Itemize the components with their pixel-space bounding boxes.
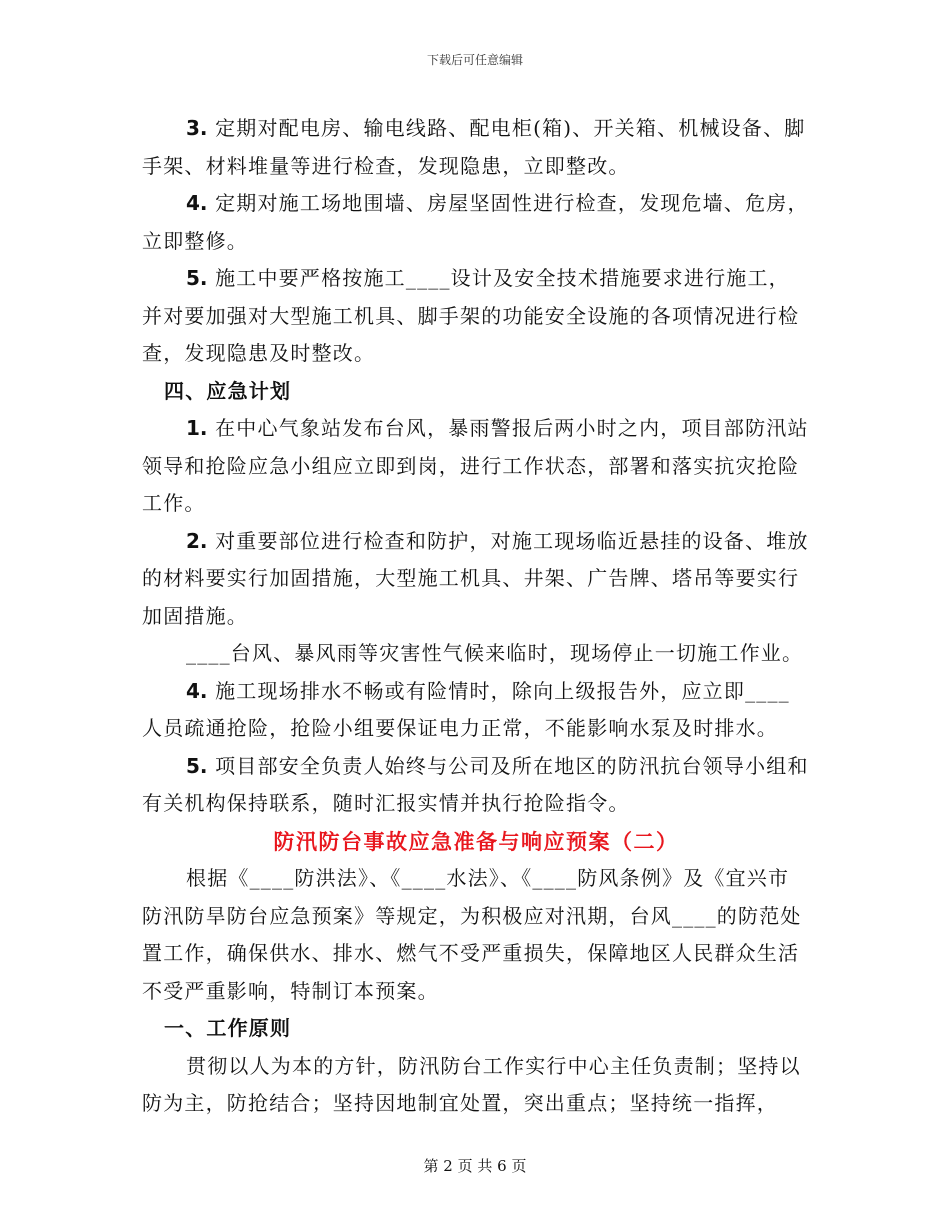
paragraph-item-3 [142, 110, 810, 185]
document-body [142, 110, 810, 1123]
item-number: 5. [186, 753, 208, 778]
paragraph-emergency-1 [142, 410, 810, 523]
paragraph-text: 定期对配电房、输电线路、配电柜(箱)、开关箱、机械设备、脚手架、材料堆量等进行检查，发现隐患，立即整改。 [142, 116, 806, 178]
paragraph-text: 施工中要严格按施工____设计及安全技术措施要求进行施工，并对要加强对大型施工机具、脚手架的功能安全设施的各项情况进行检查，发现隐患及时整改。 [142, 266, 800, 365]
paragraph-emergency-5 [142, 748, 810, 823]
item-number: 4. [186, 191, 208, 215]
section-heading-principles: 一、工作原则 [164, 1016, 292, 1040]
paragraph-item-5 [142, 260, 810, 373]
item-number: 4. [186, 678, 208, 703]
item-number: 2. [186, 528, 208, 553]
page-footer: 第 2 页 共 6 页 [423, 1157, 527, 1175]
paragraph-text: 对重要部位进行检查和防护，对施工现场临近悬挂的设备、堆放的材料要实行加固措施，大型施工机具、井架、广告牌、塔吊等要实行加固措施。 [142, 528, 809, 628]
paragraph-text: 定期对施工场地围墙、房屋坚固性进行检查，发现危墙、危房，立即整修。 [142, 191, 809, 253]
item-number: 1. [186, 416, 208, 440]
paragraph-item-4 [142, 185, 810, 260]
document-title: 防汛防台事故应急准备与响应预案（二） [273, 828, 679, 854]
paragraph-emergency-4 [142, 673, 810, 748]
paragraph-text: 在中心气象站发布台风，暴雨警报后两小时之内，项目部防汛站领导和抢险应急小组应立即到岗，进行工作状态，部署和落实抗灾抢险工作。 [142, 416, 809, 515]
item-number: 5. [186, 266, 208, 290]
page-header: 下载后可任意编辑 [426, 53, 523, 67]
paragraph-text: 项目部安全负责人始终与公司及所在地区的防汛抗台领导小组和有关机构保持联系，随时汇报实情并执行抢险指令。 [142, 753, 809, 815]
paragraph-principles: 贯彻以人为本的方针，防汛防台工作实行中心主任负责制；坚持以防为主，防抢结合；坚持因地制宜处置，突出重点；坚持统一指挥， [142, 1053, 801, 1115]
paragraph-text: 施工现场排水不畅或有险情时，除向上级报告外，应立即____人员疏通抢险，抢险小组要保证电力正常，不能影响水泵及时排水。 [142, 678, 790, 740]
section-heading-emergency-plan: 四、应急计划 [164, 378, 292, 403]
paragraph-emergency-2 [142, 523, 810, 636]
paragraph-basis: 根据《____防洪法》、《____水法》、《____防风条例》及《宜兴市防汛防旱防台应急预案》等规定，为积极应对汛期，台风____的防范处置工作，确保供水、排水、燃气不受严重损失，保障地区人民群众生活不受严重影响，特制订本预案。 [142, 866, 802, 1003]
item-number: 3. [186, 116, 208, 140]
paragraph-emergency-3: ____台风、暴风雨等灾害性气候来临时，现场停止一切施工作业。 [186, 641, 804, 665]
